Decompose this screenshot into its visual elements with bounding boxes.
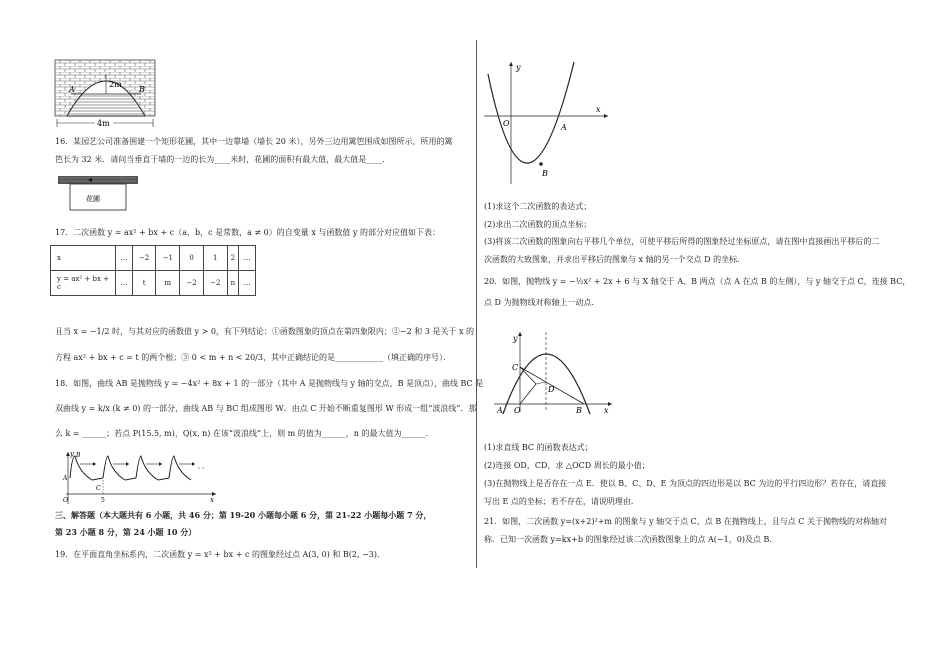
table-cell: …	[116, 246, 133, 271]
fig19-y-label: y	[516, 63, 521, 72]
wave-a-label: A	[63, 475, 68, 482]
q18-line1: 18．如图，曲线 AB 是抛物线 y = −4x² + 8x + 1 的一部分（其中 A 是抛物线与 y 轴的交点，B 是顶点），曲线 BC 是	[55, 379, 484, 388]
q20-part3-cont: 写出 E 点的坐标；若不存在，请说明理由．	[484, 497, 639, 506]
table-row	[51, 271, 256, 296]
q20-part3: (3)在抛物线上是否存在一点 E．使以 B、C、D、E 为顶点的四边形是以 BC 为边的平行四边形？若存在，请直接	[484, 479, 887, 488]
table-cell: n	[227, 271, 239, 296]
garden-label: 花圃	[86, 195, 100, 203]
q19-parabola-figure	[484, 58, 612, 186]
column-divider	[476, 40, 477, 568]
fig20-c-label: C	[512, 363, 519, 372]
q21-line2: 称．已知一次函数 y=kx+b 的图象经过该二次函数图象上的点 A(−1，0)及点 B．	[484, 535, 778, 544]
q21-line1: 21．如图，二次函数 y=(x+2)²+m 的图象与 y 轴交于点 C，点 B 在抛物线上，且与点 C 关于抛物线的对称轴对	[484, 517, 887, 526]
q17-line1: 17．二次函数 y = ax² + bx + c（a，b，c 是常数，a ≠ 0）的自变量 x 与函数值 y 的部分对应值如下表：	[55, 228, 440, 237]
wave-c-label: C	[96, 485, 101, 492]
wave-origin-label: O	[63, 497, 68, 504]
fig20-d-label: D	[548, 385, 555, 394]
q20-line1: 20．如图，抛物线 y = −½x² + 2x + 6 与 X 轴交于 A、B 两点（点 A 在点 B 的左侧），与 y 轴交于点 C，连接 BC，	[484, 277, 911, 286]
q20-parabola-figure	[494, 330, 618, 414]
fig20-x-label: x	[604, 406, 609, 415]
width-label: 4m	[97, 119, 110, 128]
q20-part1: (1)求直线 BC 的函数表达式；	[484, 443, 593, 452]
table-cell: x	[51, 246, 116, 271]
point-a-label: A	[69, 85, 75, 94]
q20-line2: 点 D 为抛物线对称轴上一动点．	[484, 298, 600, 307]
wave-b-label: B	[76, 452, 81, 459]
q17-value-table	[50, 245, 256, 296]
q19-part2: (2)求出二次函数的顶点坐标；	[484, 220, 592, 229]
table-cell: …	[239, 271, 256, 296]
height-label: 2m	[109, 80, 122, 89]
q18-line3: 么 k = ______；若点 P(15.5, m)，Q(x, n) 在该“波浪线”上，则 m 的值为______，n 的最大值为______．	[55, 429, 434, 438]
table-cell: 1	[203, 246, 227, 271]
point-b-label: B	[139, 85, 145, 94]
table-cell: −2	[132, 246, 156, 271]
fig20-a-label: A	[497, 406, 503, 415]
table-cell: 0	[180, 246, 204, 271]
fig20-y-label: y	[513, 334, 518, 343]
table-cell: …	[239, 246, 256, 271]
q17-line3: 方程 ax² + bx + c = t 的两个根；③ 0 < m + n < 20/3，其中正确结论的是____________（填正确的序号）．	[55, 353, 451, 362]
fig19-origin-label: O	[503, 119, 510, 128]
q19-line1: 19．在平面直角坐标系内，二次函数 y = x² + bx + c 的图象经过点 A(3, 0) 和 B(2, −3)．	[55, 550, 385, 559]
table-cell: −1	[156, 246, 180, 271]
wave-figure	[60, 450, 220, 506]
table-cell: −2	[203, 271, 227, 296]
table-cell: …	[116, 271, 133, 296]
wave-five-label: 5	[101, 497, 105, 504]
section3-line2: 第 23 小题 8 分，第 24 小题 10 分）	[55, 527, 197, 537]
q19-part3: (3)将该二次函数的图象向右平移几个单位，可使平移后所得的图象经过坐标原点，请在图中直接画出平移后的二	[484, 237, 880, 246]
q18-line2: 双曲线 y = k/x (k ≠ 0) 的一部分，曲线 AB 与 BC 组成图形 W．由点 C 开始不断重复图形 W 形成一组“波浪线”．那	[55, 404, 477, 413]
fig19-b-label: B	[542, 169, 548, 178]
fig20-origin-label: O	[514, 406, 521, 415]
q19-part3-cont: 次函数的大致图象，并求出平移后的图象与 x 轴的另一个交点 D 的坐标．	[484, 255, 746, 264]
wave-y-label: y	[70, 450, 74, 458]
table-row	[51, 246, 256, 271]
wall-arch-figure	[55, 60, 155, 130]
table-cell: m	[156, 271, 180, 296]
wave-x-label: x	[210, 496, 214, 504]
q17-line2: 且当 x = −1/2 时，与其对应的函数值 y > 0，有下列结论：①函数图象的顶点在第四象限内；②−2 和 3 是关于 x 的	[55, 327, 475, 336]
table-cell: 2	[227, 246, 239, 271]
fig19-x-label: x	[596, 105, 601, 114]
table-cell: −2	[180, 271, 204, 296]
fig19-a-label: A	[561, 123, 567, 132]
table-cell: y = ax² + bx + c	[51, 271, 116, 296]
q16-line2: 笆长为 32 米．请问当垂直于墙的一边的长为____米时，花圃的面积有最大值，最大值是____．	[55, 155, 391, 164]
q16-line1: 16．某园艺公司准备围建一个矩形花圃，其中一边靠墙（墙长 20 米），另外三边用篱笆围成如图所示，所用的篱	[55, 137, 453, 146]
section3-line1: 三、解答题（本大题共有 6 小题，共 46 分；第 19-20 小题每小题 6 分，第 21-22 小题每小题 7 分，	[55, 510, 432, 520]
garden-figure	[58, 176, 138, 212]
q19-part1: (1)求这个二次函数的表达式；	[484, 202, 592, 211]
q20-part2: (2)连接 OD，CD，求 △OCD 周长的最小值；	[484, 461, 650, 470]
table-cell: t	[132, 271, 156, 296]
fig20-b-label: B	[576, 406, 582, 415]
